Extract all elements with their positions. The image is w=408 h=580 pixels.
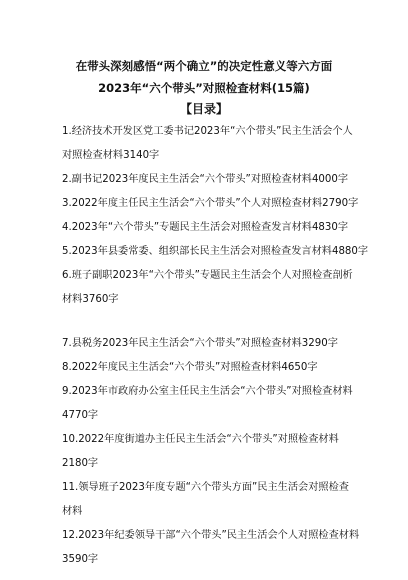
toc-entry-5 bbox=[62, 244, 369, 259]
toc-entry-text: 对照检查材料3140字 bbox=[62, 150, 160, 161]
toc-entry-text: 4.2023年“六个带头”专题民主生活会对照检查发言材料4830字 bbox=[62, 222, 349, 233]
toc-entry-7 bbox=[62, 336, 362, 351]
toc-entry-text: 5.2023年县委常委、组织部长民主生活会对照检查发言材料4880字 bbox=[62, 246, 369, 257]
toc-entry-text: 4770字 bbox=[62, 410, 99, 421]
toc-entry-2 bbox=[62, 172, 362, 187]
toc-entry-10 bbox=[62, 432, 362, 471]
toc-entry-text: 材料3760字 bbox=[62, 294, 119, 305]
toc-entry-6 bbox=[62, 268, 362, 307]
toc-entry-9 bbox=[62, 384, 362, 423]
toc-entry-text: 8.2022年度民主生活会“六个带头”对照检查材料4650字 bbox=[62, 362, 318, 373]
table-of-contents bbox=[62, 124, 369, 576]
document-title-line-2: 2023年“六个带头”对照检查材料(15篇) bbox=[98, 81, 310, 95]
toc-entry-text: 11.领导班子2023年度专题“六个带头方面”民主生活会对照检查 bbox=[62, 482, 349, 493]
toc-heading: 【目录】 bbox=[179, 102, 228, 116]
toc-entry-text: 3.2022年度主任民主生活会“六个带头”个人对照检查材料2790字 bbox=[62, 198, 359, 209]
toc-entry-11 bbox=[62, 480, 362, 519]
toc-entry-4 bbox=[62, 220, 362, 235]
toc-entry-text: 2.副书记2023年度民主生活会“六个带头”对照检查材料4000字 bbox=[62, 174, 349, 185]
toc-entry-text: 3590字 bbox=[62, 554, 99, 565]
toc-entry-text: 9.2023年市政府办公室主任民主生活会“六个带头”对照检查材料 bbox=[62, 386, 353, 397]
toc-entry-1 bbox=[62, 124, 362, 163]
toc-entry-3 bbox=[62, 196, 362, 211]
toc-entry-text: 10.2022年度街道办主任民主生活会“六个带头”对照检查材料 bbox=[62, 434, 339, 445]
toc-entry-text: 12.2023年纪委领导干部“六个带头”民主生活会个人对照检查材料 bbox=[62, 530, 360, 541]
toc-entry-text: 材料 bbox=[62, 506, 83, 517]
toc-entry-12 bbox=[62, 528, 362, 567]
document-title-line-1: 在带头深刻感悟“两个确立”的决定性意义等六方面 bbox=[75, 59, 333, 73]
toc-entry-8 bbox=[62, 360, 362, 375]
toc-entry-text: 7.县税务2023年民主生活会“六个带头”对照检查材料3290字 bbox=[62, 338, 338, 349]
toc-entry-text: 6.班子副职2023年“六个带头”专题民主生活会个人对照检查剖析 bbox=[62, 270, 353, 281]
toc-entry-text: 2180字 bbox=[62, 458, 99, 469]
toc-entry-text: 1.经济技术开发区党工委书记2023年“六个带头”民主生活会个人 bbox=[62, 126, 353, 137]
